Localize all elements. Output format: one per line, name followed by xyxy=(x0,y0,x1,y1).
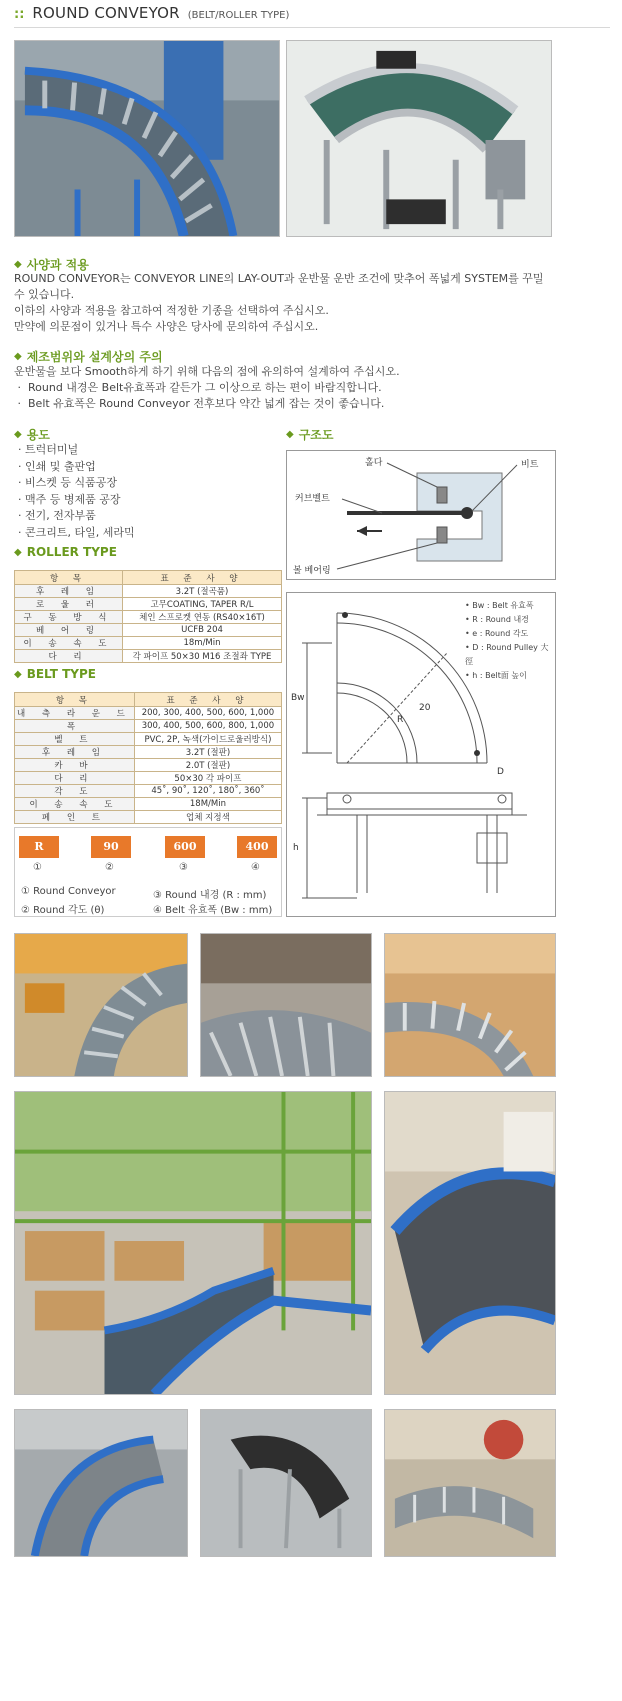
structure-diagram xyxy=(286,450,556,580)
list-item: · 콘크리트, 타일, 세라믹 xyxy=(18,525,135,542)
diamond-icon: ◆ xyxy=(14,546,22,558)
code-legend: ② Round 각도 (θ) xyxy=(21,905,105,916)
gallery-photo xyxy=(200,1409,372,1557)
list-item: · 전기, 전자부품 xyxy=(18,508,135,525)
photo-belt-curve xyxy=(286,40,552,237)
spec-line: 이하의 사양과 적용을 참고하여 적정한 기종을 선택하여 주십시오. xyxy=(14,304,329,317)
roller-spec-table xyxy=(14,570,282,663)
table-row: 각 도 45˚, 90˚, 120˚, 180˚, 360˚ xyxy=(15,785,282,798)
spec-line: 수 있습니다. xyxy=(14,288,75,301)
photo-roller-curve xyxy=(14,40,280,237)
belt-spec-table xyxy=(14,692,282,824)
label-bit: 비트 xyxy=(521,460,539,470)
gallery-photo xyxy=(14,1409,188,1557)
diamond-icon: ◆ xyxy=(286,429,294,440)
gallery-photo xyxy=(14,933,188,1077)
label-holder: 홀다 xyxy=(365,458,383,468)
label-d: D xyxy=(497,767,504,777)
table-row: 후 레 임 3.2T (절곡품) xyxy=(15,585,282,598)
code-box: 90 xyxy=(91,836,131,858)
table-header: 항 목 xyxy=(15,571,123,585)
label-curve-belt: 커브벨트 xyxy=(295,494,330,504)
table-row: 이 송 속 도 18M/Min xyxy=(15,798,282,811)
table-row: 다 리 50×30 각 파이프 xyxy=(15,772,282,785)
table-header: 표 준 사 양 xyxy=(134,693,281,707)
code-legend: ④ Belt 유효폭 (Bw : mm) xyxy=(153,905,273,916)
diamond-icon: ◆ xyxy=(14,259,22,270)
section-title-spec: ◆ 사양과 적용 xyxy=(14,258,89,272)
gallery-photo xyxy=(200,933,372,1077)
caution-item: · Round 내경은 Belt유효폭과 같든가 그 이상으로 하는 편이 바람직합니다. xyxy=(14,381,382,394)
code-box: R xyxy=(19,836,59,858)
caution-paragraph xyxy=(14,364,610,412)
usage-list xyxy=(18,442,135,541)
gallery-photo-tall xyxy=(384,1091,556,1395)
gallery-photo xyxy=(384,933,556,1077)
list-item: · 맥주 등 병제품 공장 xyxy=(18,492,135,509)
section-title-usage: ◆ 용도 xyxy=(14,428,50,442)
code-box: 400 xyxy=(237,836,277,858)
header-divider xyxy=(14,27,610,28)
diamond-icon: ◆ xyxy=(14,351,22,362)
table-row: 로 울 러 고무COATING, TAPER R/L xyxy=(15,598,282,611)
list-item: · 비스켓 등 식품공장 xyxy=(18,475,135,492)
section-title-belt: ◆ BELT TYPE xyxy=(14,667,96,681)
label-r: R xyxy=(397,715,404,725)
table-row: 내 측 라 운 드 200, 300, 400, 500, 600, 1,000 xyxy=(15,707,282,720)
section-title-structure: ◆ 구조도 xyxy=(286,428,334,442)
header-dots: :: xyxy=(14,7,25,22)
page-header xyxy=(14,4,289,26)
caution-item: · Belt 유효폭은 Round Conveyor 전후보다 약간 넓게 잡는 것이 좋습니다. xyxy=(14,397,385,410)
list-item: · 트럭터미널 xyxy=(18,442,135,459)
diamond-icon: ◆ xyxy=(14,429,22,440)
spec-line: ROUND CONVEYOR는 CONVEYOR LINE의 LAY-OUT과 운반물 운반 조건에 맞추어 폭넓게 SYSTEM를 꾸밀 xyxy=(14,272,544,285)
section-title-roller: ◆ ROLLER TYPE xyxy=(14,545,117,559)
drawing-legend: • Bw : Belt 유효폭 • R : Round 내경 • e : Round 각도 • D : Round Pulley 大徑 • h : Belt面 높이 xyxy=(465,601,549,680)
label-bw: Bw xyxy=(291,693,305,703)
spec-paragraph xyxy=(14,271,610,335)
table-row: 벨 트 PVC, 2P, 녹색(가이드로울러방식) xyxy=(15,733,282,746)
page-subtitle: (BELT/ROLLER TYPE) xyxy=(187,10,290,21)
code-number: ③ xyxy=(179,862,188,873)
gallery-photo xyxy=(384,1409,556,1557)
table-row: 카 바 2.0T (절판) xyxy=(15,759,282,772)
spec-line: 만약에 의문점이 있거나 특수 사양은 당사에 문의하여 주십시오. xyxy=(14,320,319,333)
label-r20: 20 xyxy=(419,703,431,713)
code-number: ② xyxy=(105,862,114,873)
code-number: ④ xyxy=(251,862,260,873)
table-row: 후 레 임 3.2T (절판) xyxy=(15,746,282,759)
table-row: 폭 300, 400, 500, 600, 800, 1,000 xyxy=(15,720,282,733)
code-number: ① xyxy=(33,862,42,873)
table-row: 다 리 각 파이프 50×30 M16 조절좌 TYPE xyxy=(15,650,282,663)
table-header: 항 목 xyxy=(15,693,135,707)
caution-intro: 운반물을 보다 Smooth하게 하기 위해 다음의 점에 유의하여 설계하여 주십시오. xyxy=(14,365,400,378)
code-box: 600 xyxy=(165,836,205,858)
label-h: h xyxy=(293,843,299,853)
table-row: 이 송 속 도 18m/Min xyxy=(15,637,282,650)
section-title-caution: ◆ 제조범위와 설계상의 주의 xyxy=(14,350,163,364)
page-title: ROUND CONVEYOR xyxy=(32,4,180,22)
code-legend: ③ Round 내경 (R : mm) xyxy=(153,890,267,901)
list-item: · 인쇄 및 출판업 xyxy=(18,459,135,476)
code-legend: ① Round Conveyor xyxy=(21,886,116,897)
technical-drawing xyxy=(286,592,556,917)
table-row: 베 어 링 UCFB 204 xyxy=(15,624,282,637)
table-row: 구 동 방 식 체인 스프로켓 연동 (RS40×16T) xyxy=(15,611,282,624)
model-code-box xyxy=(14,827,282,917)
diamond-icon: ◆ xyxy=(14,668,22,680)
gallery-photo-large xyxy=(14,1091,372,1395)
label-bearing: 볼 베어링 xyxy=(293,566,331,576)
table-header: 표 준 사 양 xyxy=(123,571,282,585)
table-row: 페 인 트 업체 지정색 xyxy=(15,811,282,824)
